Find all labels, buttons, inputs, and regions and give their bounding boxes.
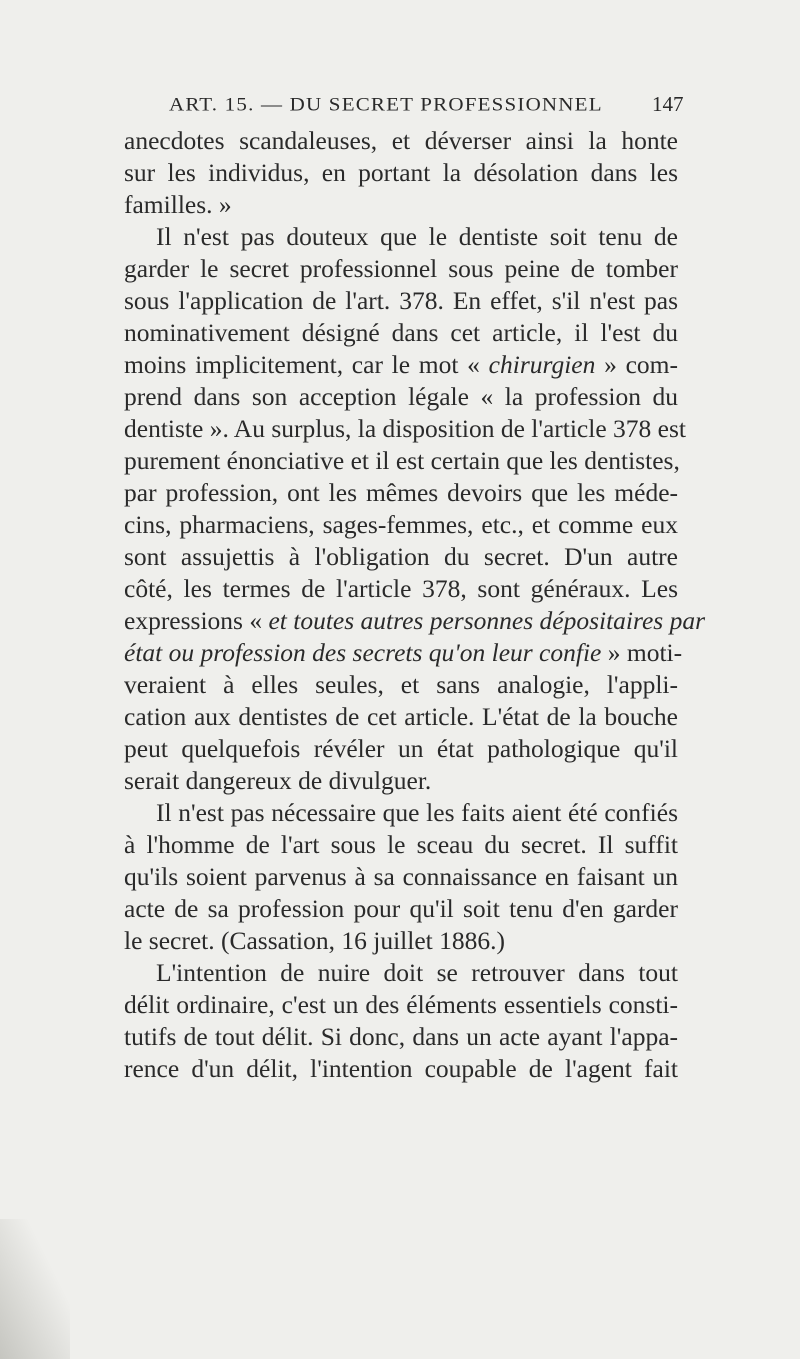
text-line: rence d'un délit, l'intention coupable de l'agent fait [124,1054,678,1083]
text-line: Il n'est pas douteux que le dentiste soit tenu de [156,222,678,251]
text-line: par profession, ont les mêmes devoirs que les méde- [124,478,678,507]
text-line: sous l'application de l'art. 378. En effet, s'il n'est pas [124,286,678,315]
text-line: veraient à elles seules, et sans analogie, l'appli- [124,670,678,699]
running-header [0,92,800,118]
text-run: » com- [595,350,678,379]
text-line: cins, pharmaciens, sages-femmes, etc., et comme eux [124,510,678,539]
text-line: tutifs de tout délit. Si donc, dans un acte ayant l'appa- [124,1022,678,1051]
text-line: côté, les termes de l'article 378, sont généraux. Les [124,574,678,603]
text-line: cation aux dentistes de cet article. L'état de la bouche [124,702,678,731]
text-line: serait dangereux de divulguer. [124,766,432,795]
header-title: ART. 15. — DU SECRET PROFESSIONNEL [169,93,603,116]
page-edge-shadow [0,1219,70,1359]
text-line: à l'homme de l'art sous le sceau du secret. Il suffit [124,830,678,859]
text-line: peut quelquefois révéler un état pathologique qu'il [124,734,678,763]
italic-quote: état ou profession des secrets qu'on leur confie [124,638,602,667]
text-line: L'intention de nuire doit se retrouver dans tout [156,958,678,987]
text-line: sur les individus, en portant la désolation dans les [124,158,678,187]
italic-term: chirurgien [488,350,596,379]
text-line: acte de sa profession pour qu'il soit tenu d'en garder [124,894,678,923]
text-line: prend dans son acception légale « la profession du [124,382,678,411]
text-line: anecdotes scandaleuses, et déverser ainsi la honte [124,126,678,155]
text-line: dentiste ». Au surplus, la disposition de l'article 378 est [124,414,686,443]
text-line: sont assujettis à l'obligation du secret. D'un autre [124,542,678,571]
text-line: le secret. (Cassation, 16 juillet 1886.) [124,926,505,955]
text-line: nominativement désigné dans cet article, il l'est du [124,318,678,347]
text-line: qu'ils soient parvenus à sa connaissance en faisant un [124,862,678,891]
text-line: familles. » [124,190,232,219]
page-number: 147 [652,92,684,116]
text-line: Il n'est pas nécessaire que les faits aient été confiés [156,798,678,827]
text-line: purement énonciative et il est certain que les dentistes, [124,446,680,475]
text-line: garder le secret professionnel sous peine de tomber [124,254,678,283]
body-text [124,125,706,1085]
text-line [124,605,706,637]
italic-quote: et toutes autres personnes dépositaires par [268,606,706,635]
text-line [124,637,683,669]
text-run: expressions « [124,606,269,635]
text-run: moins implicitement, car le mot « [124,350,489,379]
text-line: délit ordinaire, c'est un des éléments essentiels consti- [124,990,678,1019]
text-run: » moti- [601,638,683,667]
text-line [124,349,678,381]
